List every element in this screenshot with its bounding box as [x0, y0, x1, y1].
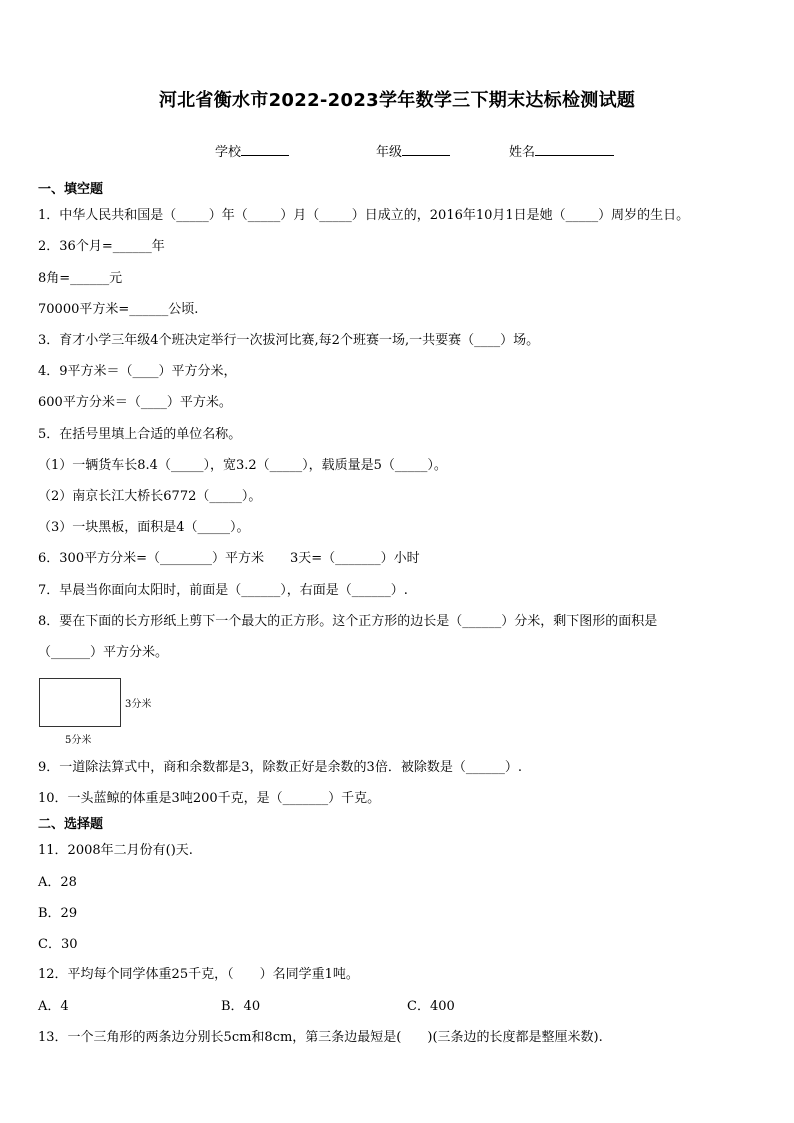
question-1: 1．中华人民共和国是（_____）年（_____）月（_____）日成立的，2016年10月1日是她（_____）周岁的生日。 — [38, 208, 690, 223]
question-5: 5．在括号里填上合适的单位名称。 — [38, 427, 242, 442]
question-5-3: （3）一块黑板，面积是4（_____）。 — [38, 520, 250, 535]
question-11: 11．2008年二月份有()天. — [38, 843, 193, 858]
school-label: 学校 — [215, 145, 242, 160]
section-fill-in: 一、填空题 — [38, 182, 104, 197]
name-label: 姓名 — [509, 145, 536, 160]
question-5-2: （2）南京长江大桥长6772（_____）。 — [38, 489, 262, 504]
figure-width-label: 5分米 — [65, 735, 92, 746]
question-13: 13．一个三角形的两条边分别长5cm和8cm，第三条边最短是( )(三条边的长度都是整厘米数). — [38, 1030, 603, 1045]
option-11-b[interactable]: B．29 — [38, 906, 78, 921]
section-choice: 二、选择题 — [38, 817, 104, 832]
option-12-b[interactable]: B．40 — [221, 999, 261, 1014]
question-2b: 8角=______元 — [38, 271, 123, 286]
question-5-1: （1）一辆货车长8.4（_____），宽3.2（_____），载质量是5（_____）。 — [38, 458, 447, 473]
question-12: 12．平均每个同学体重25千克，（ ）名同学重1吨。 — [38, 967, 359, 982]
grade-field — [376, 141, 450, 160]
grade-blank[interactable] — [402, 143, 450, 156]
option-12-c[interactable]: C．400 — [407, 999, 455, 1014]
question-3: 3．育才小学三年级4个班决定举行一次拔河比赛,每2个班赛一场,一共要赛（____）场。 — [38, 333, 540, 348]
school-field — [215, 141, 289, 160]
name-field — [509, 141, 614, 160]
name-blank[interactable] — [535, 143, 614, 156]
option-11-a[interactable]: A．28 — [38, 875, 77, 890]
grade-label: 年级 — [376, 145, 403, 160]
figure-height-label: 3分米 — [125, 699, 152, 710]
question-9: 9．一道除法算式中，商和余数都是3，除数正好是余数的3倍．被除数是（______）. — [38, 760, 522, 775]
question-8a: 8．要在下面的长方形纸上剪下一个最大的正方形。这个正方形的边长是（______）分米，剩下图形的面积是 — [38, 614, 658, 629]
rectangle-figure — [39, 678, 121, 727]
question-7: 7．早晨当你面向太阳时，前面是（______），右面是（______）. — [38, 583, 408, 598]
option-12-a[interactable]: A．4 — [38, 999, 69, 1014]
question-10: 10．一头蓝鲸的体重是3吨200千克，是（_______）千克。 — [38, 791, 381, 806]
question-6: 6．300平方分米=（________）平方米 3天=（_______）小时 — [38, 551, 420, 566]
option-11-c[interactable]: C．30 — [38, 937, 78, 952]
question-2c: 70000平方米=______公顷. — [38, 302, 199, 317]
question-4b: 600平方分米＝（____）平方米。 — [38, 395, 232, 410]
question-4a: 4．9平方米＝（____）平方分米， — [38, 364, 237, 379]
page-title: 河北省衡水市2022-2023学年数学三下期末达标检测试题 — [158, 90, 636, 111]
question-2a: 2．36个月=______年 — [38, 239, 165, 254]
school-blank[interactable] — [241, 143, 289, 156]
question-8b: （______）平方分米。 — [38, 645, 169, 660]
